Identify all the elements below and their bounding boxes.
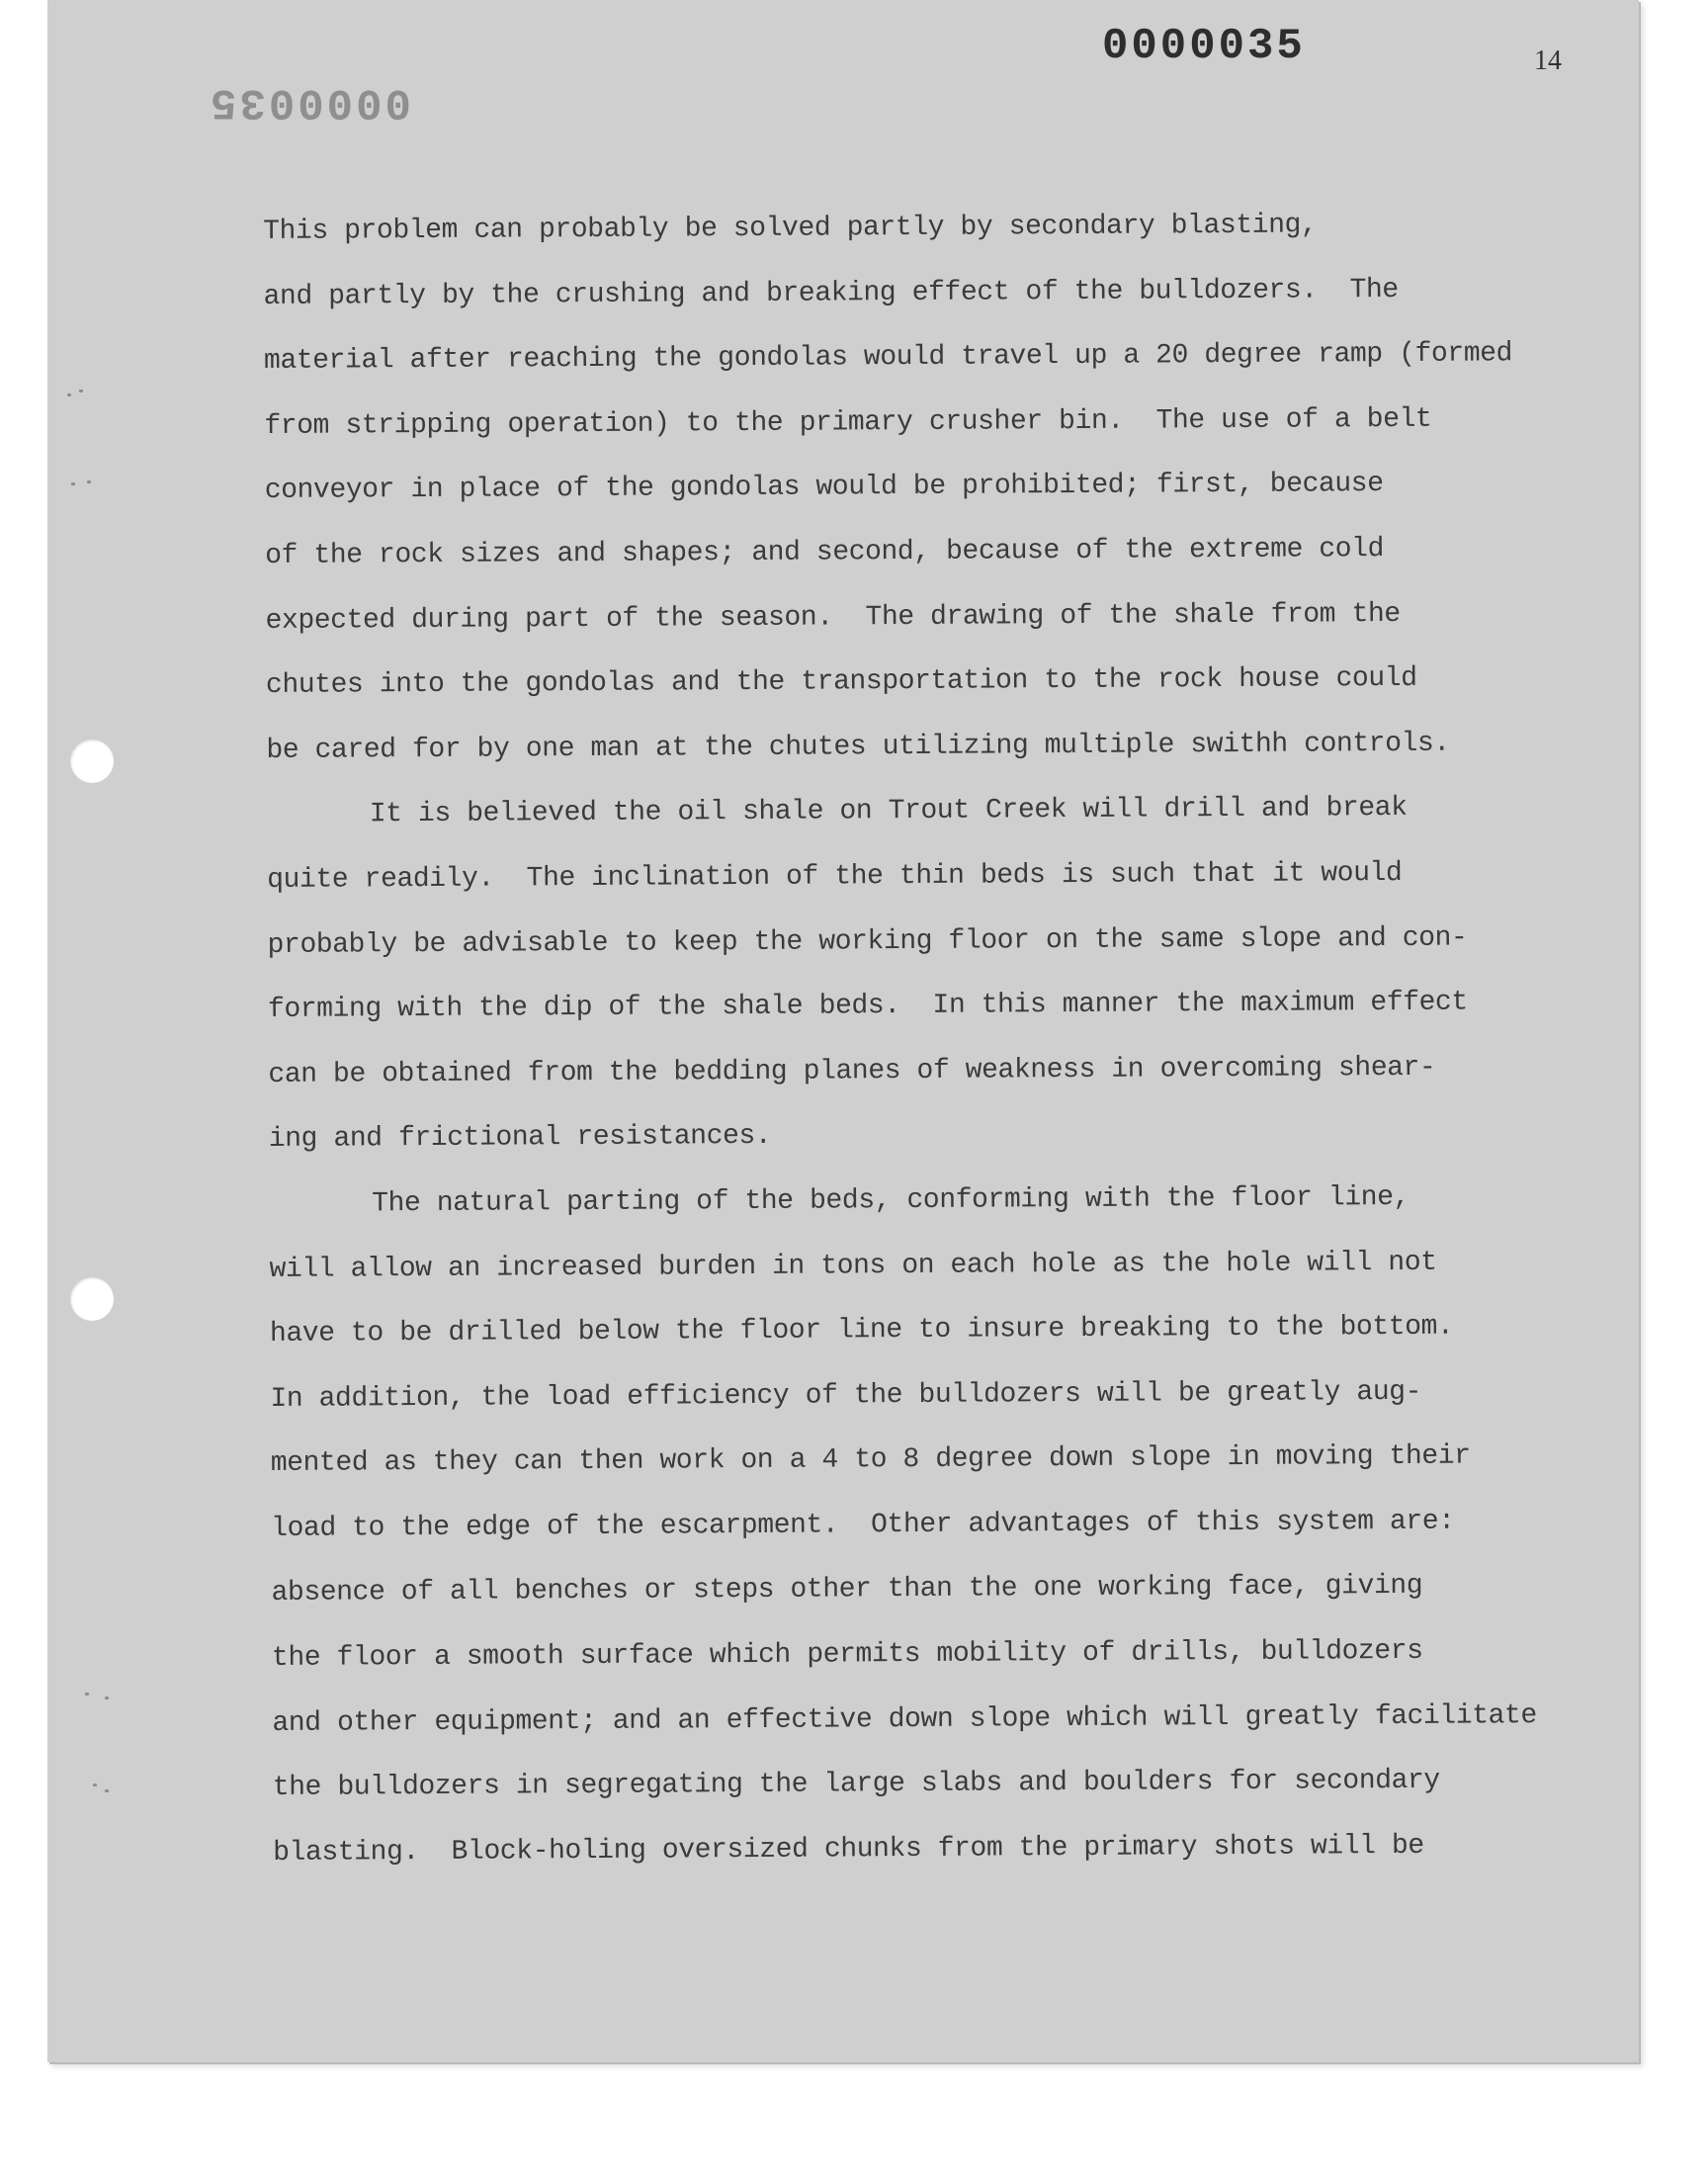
text-line: material after reaching the gondolas would travel up a 20 degree ramp (formed: [263, 338, 1513, 378]
text-line: expected during part of the season. The drawing of the shale from the: [265, 598, 1401, 637]
text-line: This problem can probably be solved partly by secondary blasting,: [263, 210, 1318, 247]
binder-hole-bottom: [70, 1277, 114, 1321]
paper-speck: [105, 1789, 109, 1792]
text-line: of the rock sizes and shapes; and second, because of the extreme cold: [265, 534, 1385, 571]
text-line: forming with the dip of the shale beds. In this manner the maximum effect: [267, 987, 1468, 1026]
paper-speck: [67, 393, 71, 396]
text-line: In addition, the load efficiency of the bulldozers will be greatly aug-: [270, 1376, 1422, 1415]
text-line: from stripping operation) to the primary crusher bin. The use of a belt: [264, 403, 1432, 442]
text-line: will allow an increased burden in tons on each hole as the hole will not: [269, 1247, 1437, 1285]
typed-body-text: [263, 192, 1578, 1885]
page-number: 14: [1534, 45, 1562, 76]
paper-speck: [105, 1696, 109, 1699]
text-line: absence of all benches or steps other than the one working face, giving: [271, 1571, 1423, 1610]
document-number-bleed-through: 0000035: [208, 77, 411, 127]
text-line: conveyor in place of the gondolas would be prohibited; first, because: [264, 469, 1384, 507]
document-number-stamp: 0000035: [1102, 22, 1306, 71]
text-line: and partly by the crushing and breaking effect of the bulldozers. The: [263, 274, 1399, 312]
text-line: have to be drilled below the floor line to insure breaking to the bottom.: [269, 1311, 1454, 1350]
text-line: load to the edge of the escarpment. Other advantages of this system are:: [271, 1506, 1455, 1544]
paper-speck: [93, 1784, 97, 1786]
paper-speck: [85, 1693, 89, 1696]
text-line: quite readily. The inclination of the thin beds is such that it would: [267, 857, 1403, 896]
text-line: the floor a smooth surface which permits mobility of drills, bulldozers: [271, 1635, 1423, 1675]
paragraph-start-line: The natural parting of the beds, conforming with the floor line,: [372, 1181, 1410, 1220]
binder-hole-top: [70, 740, 114, 783]
text-line: be cared for by one man at the chutes utilizing multiple swithh controls.: [266, 728, 1450, 766]
paper-speck: [87, 480, 91, 483]
text-line: blasting. Block-holing oversized chunks from the primary shots will be: [273, 1830, 1424, 1869]
text-line: can be obtained from the bedding planes of weakness in overcoming shear-: [268, 1052, 1436, 1090]
text-line: and other equipment; and an effective down slope which will greatly facilitate: [272, 1699, 1537, 1739]
paragraph-start-line: It is believed the oil shale on Trout Creek will drill and break: [369, 793, 1408, 830]
text-line: mented as they can then work on a 4 to 8 degree down slope in moving their: [270, 1440, 1471, 1480]
text-line: chutes into the gondolas and the transportation to the rock house could: [265, 663, 1417, 702]
text-line: probably be advisable to keep the working floor on the same slope and con-: [267, 922, 1468, 961]
paper-speck: [79, 390, 83, 392]
text-line: the bulldozers in segregating the large slabs and boulders for secondary: [272, 1766, 1440, 1804]
text-line: ing and frictional resistances.: [268, 1121, 772, 1156]
paper-speck: [71, 482, 75, 485]
